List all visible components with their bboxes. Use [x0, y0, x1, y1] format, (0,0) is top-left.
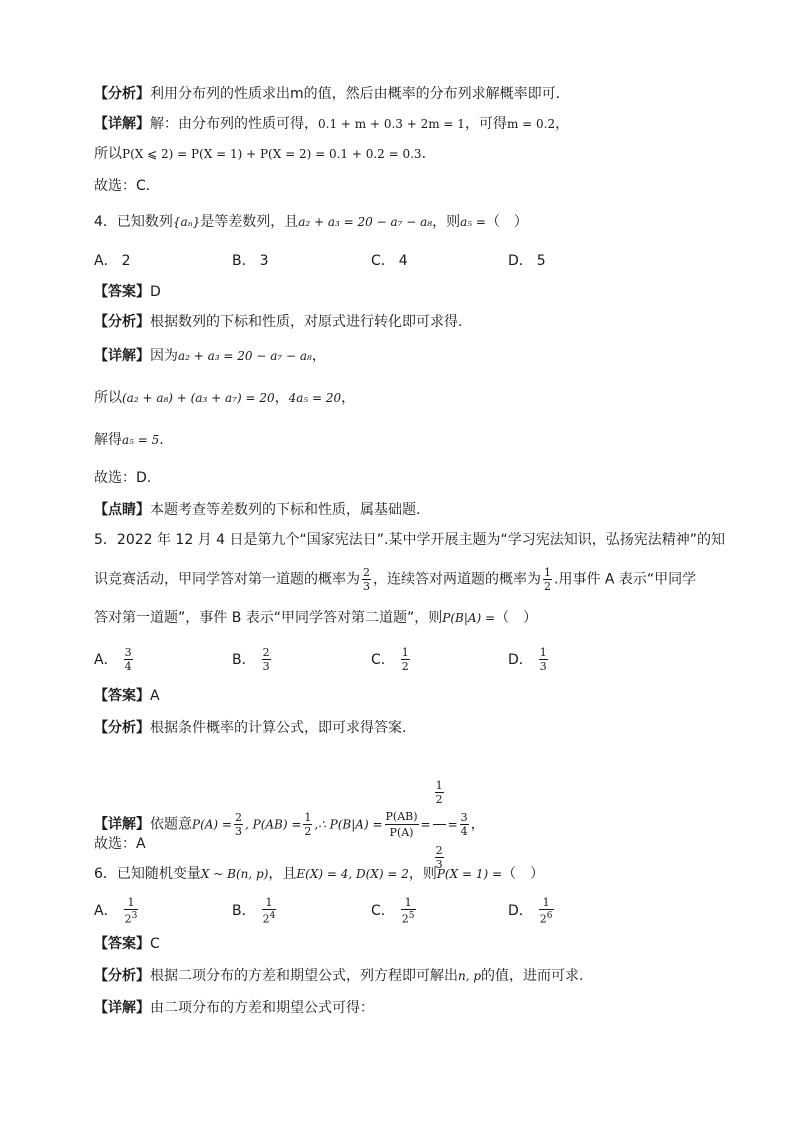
equation: (a₂ + a₈) + (a₃ + a₇) = 20	[122, 391, 275, 405]
detail-text: ，	[470, 816, 485, 833]
fraction	[539, 646, 548, 673]
q6-option-c	[371, 896, 418, 926]
so-suffix: ．	[421, 146, 436, 162]
q5-option-d	[508, 646, 550, 673]
denominator: P(A)	[389, 826, 414, 839]
option-label: A．	[94, 902, 118, 919]
stem-text: 识竞赛活动，甲同学答对第一道题的概率为	[94, 571, 360, 588]
equation: a₂ + a₃ = 20 − a₇ − a₈	[298, 215, 433, 229]
option-label: D．	[508, 651, 533, 668]
q5-choose	[94, 834, 146, 854]
q6-detail	[94, 998, 374, 1018]
equation: P(X ⩽ 2) = P(X = 1) + P(X = 2) = 0.1 + 0.2 = 0.3	[122, 147, 422, 161]
comment-tag: 【点睛】	[94, 502, 150, 518]
numerator: 1	[262, 896, 277, 910]
numerator: 1	[539, 896, 554, 910]
detail-text: 因为	[150, 348, 178, 364]
option-label: C．	[371, 902, 395, 919]
prev-so	[94, 144, 436, 164]
analysis-tag: 【分析】	[94, 86, 150, 102]
stem-text: ，则	[432, 214, 461, 230]
denominator: 3	[363, 580, 370, 593]
numerator: 1	[435, 778, 443, 792]
denominator: 3	[262, 660, 270, 673]
prev-choose	[94, 176, 160, 196]
fraction	[401, 896, 416, 926]
option-label: D．	[508, 253, 533, 269]
q4-solve	[94, 430, 164, 450]
q6-answer	[94, 934, 160, 954]
equals-sign: =	[420, 817, 431, 832]
exponent: 6	[546, 911, 553, 921]
q5-option-a	[94, 646, 135, 673]
comment-text: 本题考查等差数列的下标和性质，属基础题.	[150, 502, 421, 518]
q6-option-b	[232, 896, 278, 926]
option-label: B．	[232, 902, 256, 919]
option-label: B．	[232, 253, 256, 269]
fraction	[362, 566, 371, 593]
option-label: A．	[94, 253, 118, 269]
choose-text: 故选：D.	[94, 470, 152, 486]
analysis-text: 根据二项分布的方差和期望公式，列方程即可解出	[150, 968, 458, 984]
so-text: ，	[341, 390, 356, 406]
fraction	[124, 896, 139, 926]
stem-text: 是等差数列，且	[200, 214, 299, 230]
fraction	[124, 646, 133, 673]
q5-answer	[94, 686, 160, 706]
so-text: ，	[274, 390, 289, 406]
solve-prefix: 解得	[94, 432, 122, 448]
option-label: B．	[232, 651, 256, 668]
detail-text: ，	[555, 116, 570, 132]
numerator: P(AB)	[385, 810, 418, 823]
base: 2	[401, 912, 409, 926]
answer-value: D	[150, 284, 161, 300]
fraction	[262, 896, 277, 926]
denominator: 3	[539, 660, 547, 673]
stem-text: ，则	[408, 866, 437, 882]
q4-comment	[94, 500, 420, 520]
analysis-text: 根据数列的下标和性质，对原式进行转化即可求得.	[150, 314, 463, 330]
analysis-tag: 【分析】	[94, 314, 150, 330]
equation: E(X) = 4, D(X) = 2	[296, 867, 409, 881]
q4-answer	[94, 282, 161, 302]
answer-tag: 【答案】	[94, 688, 150, 704]
nested-top	[433, 760, 446, 825]
equation: a₅ =	[460, 215, 486, 229]
analysis-text: 的值，进而可求.	[481, 968, 584, 984]
numerator: 3	[460, 811, 468, 824]
detail-text: 由二项分布的方差和期望公式可得：	[150, 1000, 374, 1016]
prev-analysis	[94, 84, 570, 104]
equation: 0.1 + m + 0.3 + 2m = 1	[318, 117, 465, 131]
option-label: C．	[371, 253, 395, 269]
option-value: 3	[259, 253, 269, 269]
denominator: 2	[544, 580, 551, 593]
stem-text: （ ）	[495, 610, 538, 626]
option-label: A．	[94, 651, 118, 668]
q5-option-b	[232, 646, 273, 673]
q4-detail	[94, 346, 326, 366]
q6-analysis	[94, 966, 584, 986]
stem-text: 答对第一道题”，事件 B 表示“甲同学答对第二道题”，则	[94, 610, 443, 626]
stem-text: （ ）	[502, 866, 545, 882]
q4-analysis	[94, 312, 462, 332]
numerator: 1	[304, 811, 312, 824]
fraction	[539, 896, 554, 926]
q6-option-a	[94, 896, 140, 926]
q4-option-a	[94, 250, 131, 270]
equation: 4a₅ = 20	[288, 391, 342, 405]
stem-text: .用事件 A 表示“甲同学	[554, 571, 697, 588]
numerator: 1	[401, 896, 416, 910]
exponent: 4	[269, 911, 276, 921]
equation: , P(AB) =	[244, 817, 302, 832]
fraction	[303, 811, 312, 838]
option-label: C．	[371, 651, 395, 668]
q4-so	[94, 388, 355, 408]
stem-text: 5．2022 年 12 月 4 日是第九个“国家宪法日”.某中学开展主题为“学习宪法知识，弘扬宪法精神”的知	[94, 532, 725, 548]
q4-stem	[94, 212, 528, 232]
option-value: 4	[398, 253, 408, 269]
exponent: 5	[408, 911, 415, 921]
equation: P(B|A) =	[442, 611, 496, 625]
detail-text: ，可得	[464, 116, 507, 132]
stem-text: 6．已知随机变量	[94, 866, 201, 882]
numerator: 1	[401, 646, 409, 659]
choose-text: 故选：C．	[94, 178, 160, 194]
q6-option-d	[508, 896, 556, 926]
denominator: 3	[435, 857, 443, 871]
equation: P(A) =	[192, 817, 232, 832]
detail-tag: 【详解】	[94, 1000, 150, 1016]
equation: P(X = 1) =	[436, 867, 503, 881]
denominator: 4	[460, 825, 468, 838]
detail-text: 依题意	[150, 816, 192, 833]
so-prefix: 所以	[94, 390, 122, 406]
q5-stem-line2	[94, 566, 696, 593]
base: 2	[262, 912, 270, 926]
fraction	[262, 646, 271, 673]
q4-option-d	[508, 250, 546, 270]
numerator: 1	[124, 896, 139, 910]
denominator: 2	[304, 825, 312, 838]
stem-text: ，连续答对两道题的概率为	[373, 571, 541, 588]
numerator: 2	[262, 646, 270, 659]
analysis-tag: 【分析】	[94, 968, 150, 984]
fraction	[234, 811, 243, 838]
equation: ,∴ P(B|A) =	[314, 817, 383, 832]
answer-value: C	[150, 936, 160, 952]
numerator: 2	[363, 566, 370, 579]
fraction	[435, 779, 444, 806]
equation: X ~ B(n, p)	[200, 867, 269, 881]
choose-text: 故选：A	[94, 836, 146, 852]
option-label: D．	[508, 902, 533, 919]
option-value: 2	[121, 253, 131, 269]
fraction	[543, 566, 552, 593]
equation: a₅ = 5	[122, 433, 160, 447]
denominator: 2	[435, 792, 443, 806]
numerator: 3	[124, 646, 132, 659]
base: 2	[124, 912, 132, 926]
answer-value: A	[150, 688, 160, 704]
q5-stem-line1	[94, 530, 725, 550]
equation: a₂ + a₃ = 20 − a₇ − a₈	[178, 349, 312, 363]
stem-text: ，且	[268, 866, 297, 882]
numerator: 1	[544, 566, 551, 579]
q4-option-c	[371, 250, 408, 270]
fraction	[385, 809, 419, 840]
analysis-text: 根据条件概率的计算公式，即可求得答案.	[150, 720, 407, 736]
detail-tag: 【详解】	[94, 116, 150, 132]
option-value: 5	[536, 253, 546, 269]
base: 2	[539, 912, 547, 926]
equation: m = 0.2	[506, 117, 556, 131]
solve-suffix: .	[159, 432, 164, 448]
fraction	[401, 646, 410, 673]
stem-text: 4．已知数列	[94, 214, 173, 230]
equation: n, p	[458, 969, 482, 983]
analysis-text: 利用分布列的性质求出m的值，然后由概率的分布列求解概率即可．	[150, 86, 570, 102]
q4-option-b	[232, 250, 269, 270]
numerator: 1	[539, 646, 547, 659]
stem-text: （ ）	[485, 214, 528, 230]
answer-tag: 【答案】	[94, 936, 150, 952]
fraction	[460, 811, 469, 838]
exponent: 3	[131, 911, 138, 921]
denominator: 4	[124, 660, 132, 673]
answer-tag: 【答案】	[94, 284, 150, 300]
detail-text: 解：由分布列的性质可得，	[150, 116, 318, 132]
denominator: 3	[234, 825, 242, 838]
numerator: 2	[435, 843, 443, 857]
detail-text: ，	[311, 348, 326, 364]
q5-analysis	[94, 718, 406, 738]
denominator: 2	[401, 660, 409, 673]
so-prefix: 所以	[94, 146, 122, 162]
prev-detail	[94, 114, 569, 134]
detail-tag: 【详解】	[94, 348, 150, 364]
equals-sign: =	[447, 817, 458, 832]
detail-tag: 【详解】	[94, 816, 150, 833]
equation: {aₙ}	[172, 215, 201, 229]
q5-stem-line3	[94, 608, 537, 628]
q4-choose	[94, 468, 151, 488]
analysis-tag: 【分析】	[94, 720, 150, 736]
numerator: 2	[234, 811, 242, 824]
q6-stem	[94, 864, 544, 884]
q5-option-c	[371, 646, 412, 673]
